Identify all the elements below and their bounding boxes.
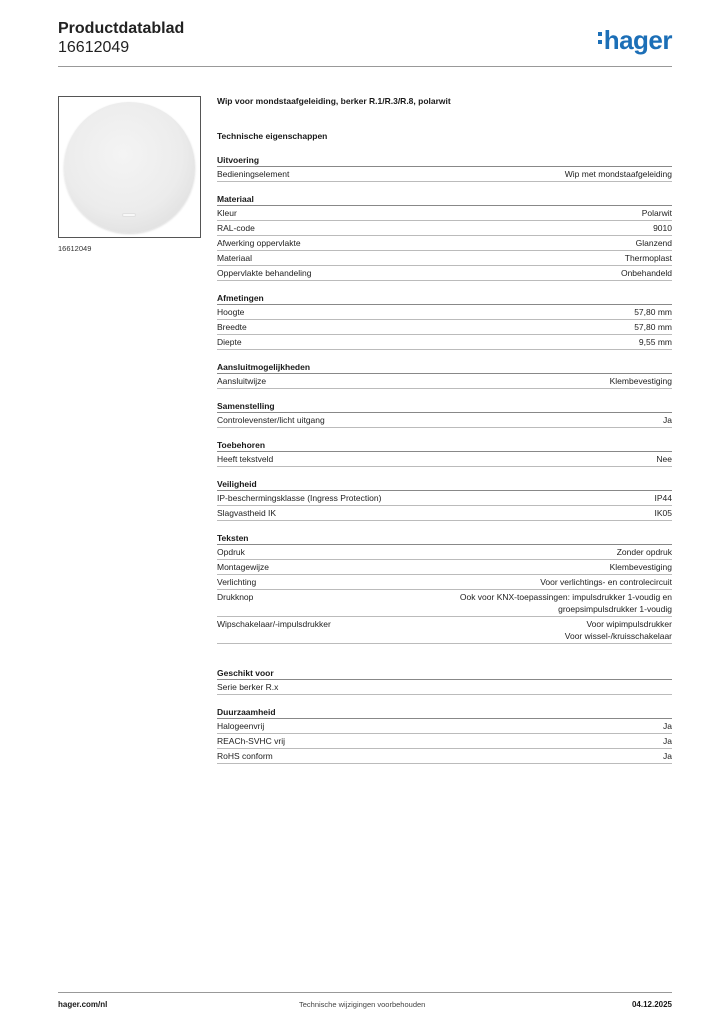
product-title: Wip voor mondstaafgeleiding, berker R.1/R.3/R.8, polarwit: [217, 96, 451, 106]
spec-value: [636, 237, 672, 249]
page-header: [58, 20, 184, 57]
spec-row: [217, 413, 672, 428]
spec-value: [655, 492, 673, 504]
spec-value: [540, 576, 672, 588]
section-title: Aansluitmogelijkheden: [217, 360, 672, 374]
spec-section: [217, 705, 672, 764]
spec-value-line: Ook voor KNX-toepassingen: impulsdrukker 1-voudig en: [459, 592, 672, 602]
rocker-switch-image: [64, 102, 195, 233]
spec-value: [663, 735, 672, 747]
spec-value: [663, 414, 672, 426]
spec-value: [610, 561, 672, 573]
spec-label: Slagvastheid IK: [217, 508, 277, 518]
spec-label: Diepte: [217, 337, 242, 347]
spec-value-line: 57,80 mm: [634, 322, 672, 332]
spec-label: Drukknop: [217, 592, 254, 602]
spec-value: [639, 336, 672, 348]
spec-value-line: Klembevestiging: [609, 562, 672, 572]
light-window: [122, 213, 136, 217]
spec-section: [217, 291, 672, 350]
spec-row: [217, 236, 672, 251]
spec-section: [217, 360, 672, 389]
spec-label: Montagewijze: [217, 562, 269, 572]
section-title: Materiaal: [217, 192, 672, 206]
spec-row: [217, 251, 672, 266]
tech-heading: Technische eigenschappen: [217, 131, 328, 141]
spec-value-line: 9,55 mm: [638, 337, 672, 347]
section-title: Veiligheid: [217, 477, 672, 491]
spec-value-line: Glanzend: [635, 238, 672, 248]
product-number: 16612049: [58, 39, 130, 56]
spec-row: [217, 590, 672, 617]
spec-value-line: 9010: [653, 223, 672, 233]
spec-row: [217, 680, 672, 695]
spec-value: [663, 750, 672, 762]
spec-section: [217, 531, 672, 644]
page-footer: [58, 992, 672, 1009]
spec-section: [217, 153, 672, 182]
spec-label: Aansluitwijze: [217, 376, 267, 386]
spec-value: [625, 252, 672, 264]
spec-value-line: Polarwit: [641, 208, 672, 218]
spec-value-line: Voor wipimpulsdrukker: [586, 619, 672, 629]
spec-row: [217, 734, 672, 749]
section-title: Teksten: [217, 531, 672, 545]
product-image: [58, 96, 201, 238]
section-title: Samenstelling: [217, 399, 672, 413]
spec-value: [565, 168, 672, 180]
spec-row: [217, 266, 672, 281]
spec-row: [217, 335, 672, 350]
spec-value-line: 57,80 mm: [634, 307, 672, 317]
spec-value-line: Ja: [663, 721, 672, 731]
spec-label: RAL-code: [217, 223, 255, 233]
spec-value: [642, 207, 672, 219]
spec-value: [621, 267, 672, 279]
spec-row: [217, 320, 672, 335]
spec-label: RoHS conform: [217, 751, 273, 761]
spec-value-line: IP44: [654, 493, 672, 503]
spec-label: Halogeenvrij: [217, 721, 265, 731]
spec-row: [217, 719, 672, 734]
spec-label: Heeft tekstveld: [217, 454, 274, 464]
spec-label: Afwerking oppervlakte: [217, 238, 301, 248]
spec-value-line: Voor wissel-/kruisschakelaar: [564, 631, 672, 641]
spec-row: [217, 749, 672, 764]
spec-row: [217, 491, 672, 506]
spec-row: [217, 560, 672, 575]
spec-value-line: Onbehandeld: [620, 268, 672, 278]
spec-value: [655, 507, 673, 519]
spec-section: [217, 666, 672, 695]
spec-row: [217, 575, 672, 590]
spec-label: REACh-SVHC vrij: [217, 736, 286, 746]
spec-row: [217, 206, 672, 221]
spec-value-line: Ja: [663, 736, 672, 746]
spec-value-line: Zonder opdruk: [616, 547, 672, 557]
spec-value: [610, 375, 672, 387]
spec-label: Wipschakelaar/-impulsdrukker: [217, 619, 331, 629]
spec-value-line: Ja: [663, 415, 672, 425]
footer-disclaimer: Technische wijzigingen voorbehouden: [299, 1000, 426, 1009]
logo-text: hager: [603, 25, 672, 55]
spec-row: [217, 617, 672, 644]
spec-value-line: groepsimpulsdrukker 1-voudig: [558, 604, 672, 614]
spec-label: Bedieningselement: [217, 169, 290, 179]
footer-website: hager.com/nl: [58, 1000, 108, 1009]
spec-sections: [217, 153, 672, 764]
footer-date: 04.12.2025: [631, 1000, 672, 1009]
spec-value-line: Klembevestiging: [609, 376, 672, 386]
section-title: Duurzaamheid: [217, 705, 672, 719]
spec-value-line: Wip met mondstaafgeleiding: [564, 169, 672, 179]
image-caption: 16612049: [58, 244, 92, 253]
spec-label: Breedte: [217, 322, 247, 332]
spec-label: Serie berker R.x: [217, 682, 279, 692]
spec-label: Opdruk: [217, 547, 245, 557]
logo-dots-icon: [598, 32, 602, 48]
spec-content: [217, 94, 672, 764]
spec-value: [617, 546, 672, 558]
spec-label: Hoogte: [217, 307, 245, 317]
spec-value: [653, 222, 672, 234]
spec-label: Materiaal: [217, 253, 252, 263]
spec-value: [656, 453, 672, 465]
page-title: Productdatablad: [58, 20, 185, 37]
spec-value: [663, 720, 672, 732]
spec-value: [634, 321, 672, 333]
spec-section: [217, 477, 672, 521]
section-title: Uitvoering: [217, 153, 672, 167]
spec-section: [217, 192, 672, 281]
spec-section: [217, 438, 672, 467]
spec-value: [565, 618, 672, 642]
spec-row: [217, 305, 672, 320]
spec-row: [217, 167, 672, 182]
spec-row: [217, 221, 672, 236]
spec-value-line: Voor verlichtings- en controlecircuit: [540, 577, 672, 587]
spec-value-line: Nee: [656, 454, 672, 464]
spec-value: [460, 591, 672, 615]
spec-row: [217, 452, 672, 467]
spec-row: [217, 374, 672, 389]
hager-logo: [598, 26, 672, 54]
spec-label: IP-beschermingsklasse (Ingress Protection): [217, 493, 382, 503]
section-title: Afmetingen: [217, 291, 672, 305]
spec-value-line: IK05: [654, 508, 672, 518]
spec-value: [634, 306, 672, 318]
spec-row: [217, 506, 672, 521]
spec-label: Kleur: [217, 208, 237, 218]
spec-value-line: Thermoplast: [624, 253, 672, 263]
spec-value-line: Ja: [663, 751, 672, 761]
spec-label: Controlevenster/licht uitgang: [217, 415, 325, 425]
spec-row: [217, 545, 672, 560]
spec-label: Oppervlakte behandeling: [217, 268, 312, 278]
section-title: Geschikt voor: [217, 666, 672, 680]
section-title: Toebehoren: [217, 438, 672, 452]
spec-label: Verlichting: [217, 577, 257, 587]
header-divider: [58, 66, 672, 67]
spec-section: [217, 399, 672, 428]
